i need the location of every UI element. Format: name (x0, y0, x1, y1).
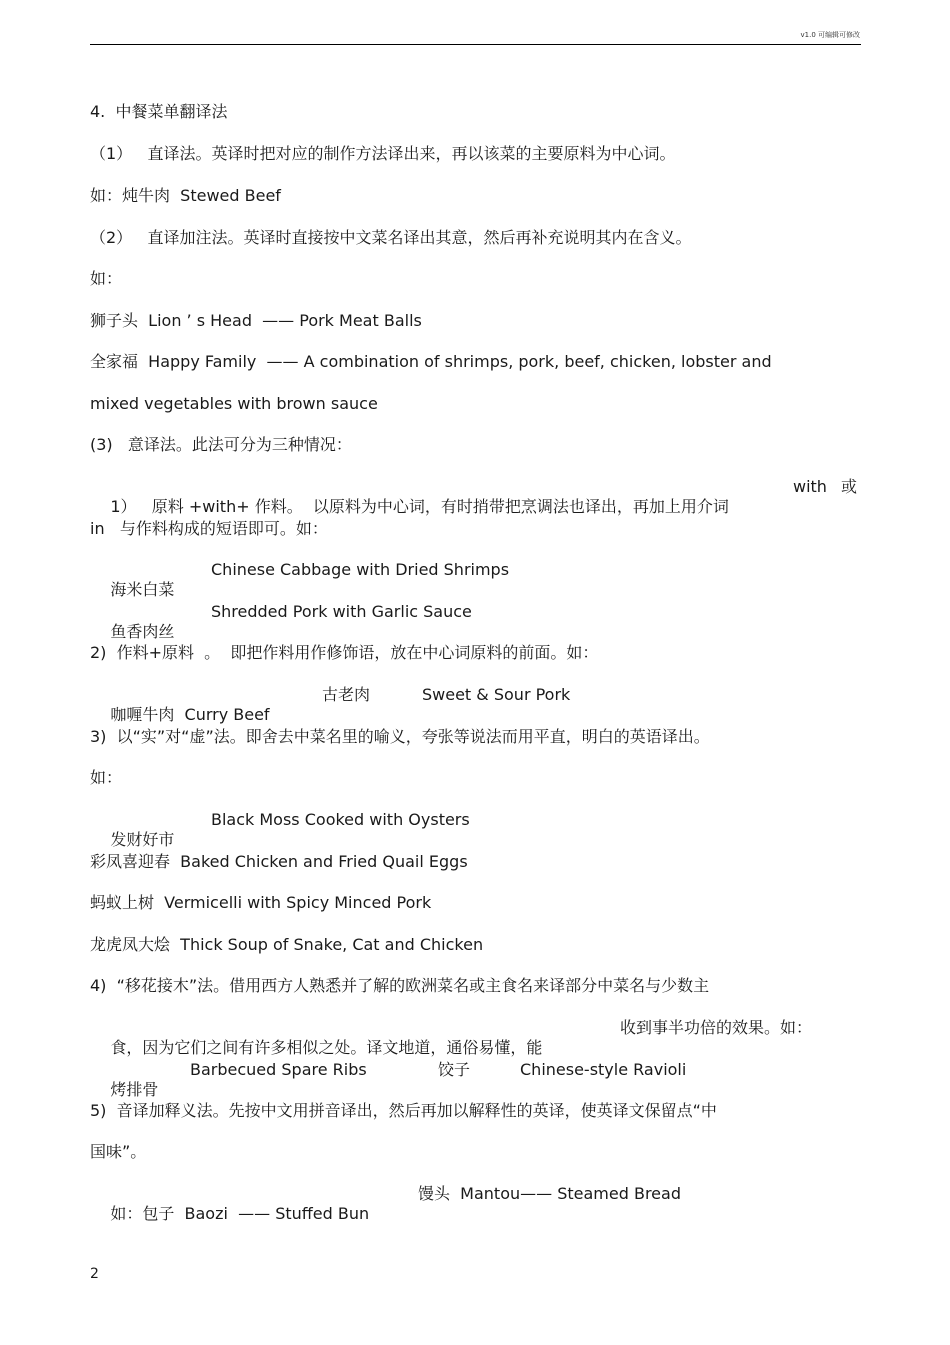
text-segment: Shredded Pork with Garlic Sauce (211, 602, 472, 621)
text-segment: 全家福 Happy Family —— A combination of shrimps, pork, beef, chicken, lobster and (90, 352, 772, 371)
text-line (90, 186, 281, 206)
text-segment: 海米白菜 (110, 580, 175, 599)
text-segment: 4. 中餐菜单翻译法 (90, 102, 228, 121)
text-segment: （1） 直译法。英译时把对应的制作方法译出来，再以该菜的主要原料为中心词。 (90, 144, 676, 163)
text-line (90, 852, 468, 872)
text-segment: 狮子头 Lion ’ s Head —— Pork Meat Balls (90, 311, 422, 330)
text-segment: with (793, 477, 827, 496)
text-segment: Chinese-style Ravioli (520, 1060, 687, 1079)
text-segment: 鱼香肉丝 (110, 622, 175, 641)
text-segment: 咖喱牛肉 Curry Beef (110, 705, 270, 724)
text-line (90, 935, 483, 955)
text-segment: 馒头 Mantou—— Steamed Bread (418, 1184, 681, 1203)
text-line (90, 727, 710, 747)
text-segment: 古老肉 (322, 685, 371, 704)
text-segment: 发财好市 (110, 830, 175, 849)
text-line (90, 768, 122, 788)
text-line (90, 643, 598, 663)
text-segment: 饺子 (438, 1060, 471, 1079)
text-segment: 2) 作料+原料 。 即把作料用作修饰语，放在中心词原料的前面。如： (90, 643, 599, 662)
text-line (90, 311, 422, 331)
section-heading (90, 102, 227, 122)
text-segment: 4) “移花接木”法。借用西方人熟悉并了解的欧洲菜名或主食名来译部分中菜名与少数主 (90, 976, 710, 995)
text-segment: 蚂蚁上树 Vermicelli with Spicy Minced Pork (90, 893, 432, 912)
text-segment: 如：包子 Baozi —— Stuffed Bun (110, 1204, 370, 1223)
text-line (90, 1142, 146, 1162)
text-segment: Barbecued Spare Ribs (190, 1060, 367, 1079)
text-line (90, 519, 328, 539)
page-header: v1.0 可编辑可修改 (800, 31, 860, 39)
text-line (90, 893, 431, 913)
text-segment: 如： (90, 269, 123, 288)
text-line (90, 269, 122, 289)
text-segment: 龙虎凤大烩 Thick Soup of Snake, Cat and Chicken (90, 935, 484, 954)
text-segment: 1） 原料 +with+ 作料。 以原料为中心词，有时捎带把烹调法也译出，再加上用介词 (110, 497, 729, 516)
text-segment: 5) 音译加释义法。先按中文用拼音译出，然后再加以解释性的英译，使英译文保留点“中 (90, 1101, 717, 1120)
text-segment: 如：炖牛肉 Stewed Beef (90, 186, 281, 205)
text-line (90, 144, 675, 164)
text-segment: 3) 以“实”对“虚”法。即舍去中菜名里的喻义，夸张等说法而用平直，明白的英语译出。 (90, 727, 710, 746)
text-segment: 烤排骨 (110, 1080, 159, 1099)
text-segment: Black Moss Cooked with Oysters (211, 810, 470, 829)
page-number: 2 (90, 1266, 99, 1282)
text-line (90, 435, 352, 455)
text-segment: 食，因为它们之间有许多相似之处。译文地道，通俗易懂，能 (110, 1038, 543, 1057)
text-line (90, 228, 691, 248)
text-segment: 如： (90, 768, 123, 787)
text-segment: Sweet & Sour Pork (422, 685, 571, 704)
text-line (90, 1101, 717, 1121)
text-segment: 国味”。 (90, 1142, 147, 1161)
text-line (90, 352, 772, 372)
text-line (90, 394, 378, 414)
text-segment: 收到事半功倍的效果。如： (620, 1018, 813, 1037)
text-segment: 彩凤喜迎春 Baked Chicken and Fried Quail Eggs (90, 852, 468, 871)
text-line (90, 1184, 681, 1264)
header-rule (90, 44, 861, 45)
text-segment: 或 (841, 477, 858, 496)
text-segment: Chinese Cabbage with Dried Shrimps (211, 560, 510, 579)
text-segment: in 与作料构成的短语即可。如： (90, 519, 328, 538)
text-segment: （2） 直译加注法。英译时直接按中文菜名译出其意，然后再补充说明其内在含义。 (90, 228, 692, 247)
text-segment: (3) 意译法。此法可分为三种情况： (90, 435, 352, 454)
text-segment: mixed vegetables with brown sauce (90, 394, 378, 413)
text-line (90, 976, 709, 996)
